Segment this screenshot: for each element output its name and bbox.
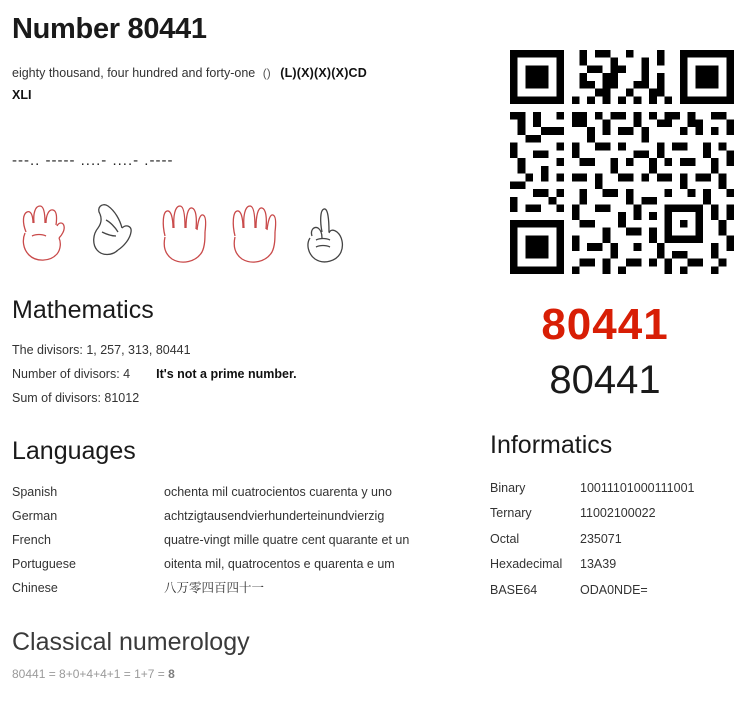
numerology-line [12, 667, 482, 681]
language-name: Portuguese [12, 557, 76, 572]
left-column [12, 8, 482, 681]
number-display-red: 80441 [541, 300, 669, 349]
table-row [12, 480, 474, 504]
informatics-heading: Informatics [490, 431, 613, 459]
table-row [12, 576, 474, 600]
language-name: German [12, 508, 58, 523]
language-value: ochenta mil cuatrocientos cuarenta y uno [164, 484, 392, 499]
qr-code [510, 50, 734, 274]
prime-note: It's not a prime number. [156, 367, 297, 382]
qr-code-image [510, 50, 734, 274]
table-row [490, 501, 740, 526]
table-row [12, 552, 474, 576]
page-title: Number 80441 [12, 13, 207, 45]
language-name: Chinese [12, 581, 58, 596]
informatics-name: BASE64 [490, 582, 538, 597]
numerology-expression: 80441 = 8+0+4+4+1 = 1+7 = [12, 667, 169, 682]
hand-sign-0-icon [82, 192, 144, 268]
number-display-black: 80441 [549, 358, 661, 402]
table-row [490, 527, 740, 552]
mathematics-heading: Mathematics [12, 296, 154, 325]
informatics-name: Binary [490, 481, 526, 495]
divisor-count-line [12, 363, 482, 387]
informatics-name: Ternary [490, 506, 532, 521]
language-value: 八万零四百四十一 [164, 581, 265, 596]
number-in-words-english: eighty thousand, four hundred and forty-one [12, 65, 256, 80]
empty-parentheses: () [262, 65, 271, 80]
divisor-sum-line: Sum of divisors: 81012 [12, 390, 140, 405]
sign-language-digits [12, 192, 482, 270]
informatics-value: 11002100022 [580, 506, 656, 521]
morse-code: ---.. ----- ....- ....- .---- [12, 152, 174, 170]
number-in-words-row [12, 64, 482, 105]
numerology-heading: Classical numerology [12, 628, 250, 657]
informatics-value: 13A39 [580, 557, 617, 572]
hand-sign-4-icon-2 [222, 192, 284, 268]
informatics-value: 10011101000111001 [580, 481, 695, 495]
languages-table [12, 480, 474, 601]
divisors-line: The divisors: 1, 257, 313, 80441 [12, 343, 191, 358]
table-row [490, 476, 740, 501]
hand-sign-1-icon [292, 192, 354, 268]
informatics-name: Octal [490, 531, 520, 546]
informatics-value: ODA0NDE= [580, 582, 648, 597]
roman-numeral-part1: (L)(X)(X)(X)CD [280, 65, 368, 80]
language-value: achtzigtausendvierhunderteinundvierzig [164, 508, 385, 523]
table-row [490, 552, 740, 577]
table-row [12, 504, 474, 528]
languages-heading: Languages [12, 436, 136, 465]
language-name: Spanish [12, 484, 58, 499]
language-value: quatre-vingt mille quatre cent quarante et un [164, 532, 410, 547]
roman-numeral-part2: XLI [12, 87, 32, 102]
table-row [490, 578, 740, 603]
informatics-name: Hexadecimal [490, 557, 563, 572]
hand-sign-8-icon [12, 192, 74, 268]
hand-sign-4-icon [152, 192, 214, 268]
language-name: French [12, 532, 51, 547]
informatics-value: 235071 [580, 531, 622, 546]
informatics-table [490, 476, 740, 603]
numerology-result: 8 [168, 667, 175, 682]
table-row [12, 528, 474, 552]
divisor-count-label: Number of divisors: 4 [12, 367, 131, 382]
language-value: oitenta mil, quatrocentos e quarenta e um [164, 557, 395, 572]
right-column [490, 8, 740, 603]
